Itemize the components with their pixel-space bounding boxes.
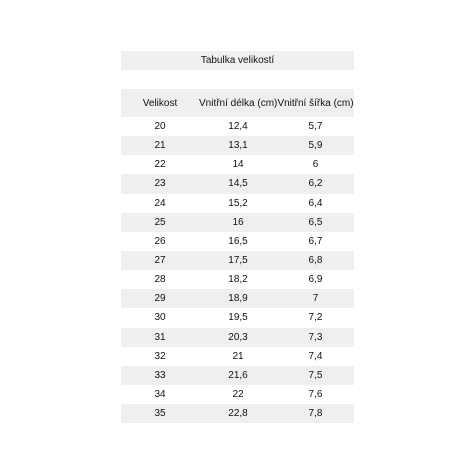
cell-size: 31 (154, 331, 166, 343)
table-row (121, 289, 354, 308)
cell-inner-width: 6,4 (308, 197, 323, 209)
cell-inner-length: 21,6 (228, 369, 248, 381)
cell-size: 33 (154, 369, 166, 381)
cell-inner-length: 18,2 (228, 274, 248, 286)
table-row (121, 194, 354, 213)
table-row (121, 270, 354, 289)
cell-size: 21 (154, 140, 166, 152)
cell-inner-width: 5,7 (308, 121, 323, 133)
cell-size: 34 (154, 389, 166, 401)
table-row (121, 328, 354, 347)
table-row (121, 308, 354, 327)
cell-inner-length: 16 (232, 216, 244, 228)
cell-inner-length: 22,8 (228, 408, 248, 420)
cell-inner-width: 7,4 (308, 350, 323, 362)
table-row (121, 232, 354, 251)
cell-size: 26 (154, 235, 166, 247)
cell-size: 27 (154, 255, 166, 267)
table-row (121, 404, 354, 423)
table-title-bar (121, 51, 354, 70)
cell-size: 23 (154, 178, 166, 190)
cell-inner-length: 15,2 (228, 197, 248, 209)
cell-size: 22 (154, 159, 166, 171)
header-inner-length: Vnitřní délka (cm) (199, 97, 278, 109)
cell-size: 35 (154, 408, 166, 420)
table-row (121, 385, 354, 404)
cell-inner-length: 20,3 (228, 331, 248, 343)
cell-inner-length: 18,9 (228, 293, 248, 305)
cell-inner-width: 6,7 (308, 235, 323, 247)
size-table (121, 51, 354, 423)
table-row (121, 155, 354, 174)
cell-size: 20 (154, 121, 166, 133)
cell-inner-length: 12,4 (228, 121, 248, 133)
cell-inner-width: 6,8 (308, 255, 323, 267)
header-size: Velikost (142, 97, 178, 109)
cell-inner-width: 5,9 (308, 140, 323, 152)
cell-inner-width: 6,2 (308, 178, 323, 190)
cell-size: 32 (154, 350, 166, 362)
cell-inner-width: 6 (312, 159, 319, 171)
table-title: Tabulka velikostí (200, 55, 275, 66)
cell-inner-length: 22 (232, 389, 244, 401)
table-row (121, 117, 354, 136)
cell-inner-width: 7,8 (308, 408, 323, 420)
cell-size: 28 (154, 274, 166, 286)
cell-inner-width: 6,5 (308, 216, 323, 228)
cell-inner-width: 7,3 (308, 331, 323, 343)
table-row (121, 174, 354, 193)
table-header-row (121, 89, 354, 117)
cell-inner-length: 14 (232, 159, 244, 171)
table-row (121, 347, 354, 366)
table-row (121, 213, 354, 232)
table-row (121, 251, 354, 270)
cell-size: 30 (154, 312, 166, 324)
cell-inner-length: 17,5 (228, 255, 248, 267)
cell-inner-width: 6,9 (308, 274, 323, 286)
cell-inner-width: 7,6 (308, 389, 323, 401)
table-row (121, 136, 354, 155)
header-inner-width: Vnitřní šířka (cm) (277, 97, 354, 109)
cell-size: 25 (154, 216, 166, 228)
table-row (121, 366, 354, 385)
cell-inner-length: 21 (232, 350, 244, 362)
cell-inner-width: 7 (312, 293, 319, 305)
table-body (121, 117, 354, 423)
cell-inner-length: 14,5 (228, 178, 248, 190)
cell-size: 24 (154, 197, 166, 209)
cell-inner-width: 7,5 (308, 369, 323, 381)
cell-inner-length: 16,5 (228, 235, 248, 247)
cell-inner-length: 13,1 (228, 140, 248, 152)
cell-inner-width: 7,2 (308, 312, 323, 324)
title-spacer (121, 70, 354, 89)
cell-size: 29 (154, 293, 166, 305)
cell-inner-length: 19,5 (228, 312, 248, 324)
